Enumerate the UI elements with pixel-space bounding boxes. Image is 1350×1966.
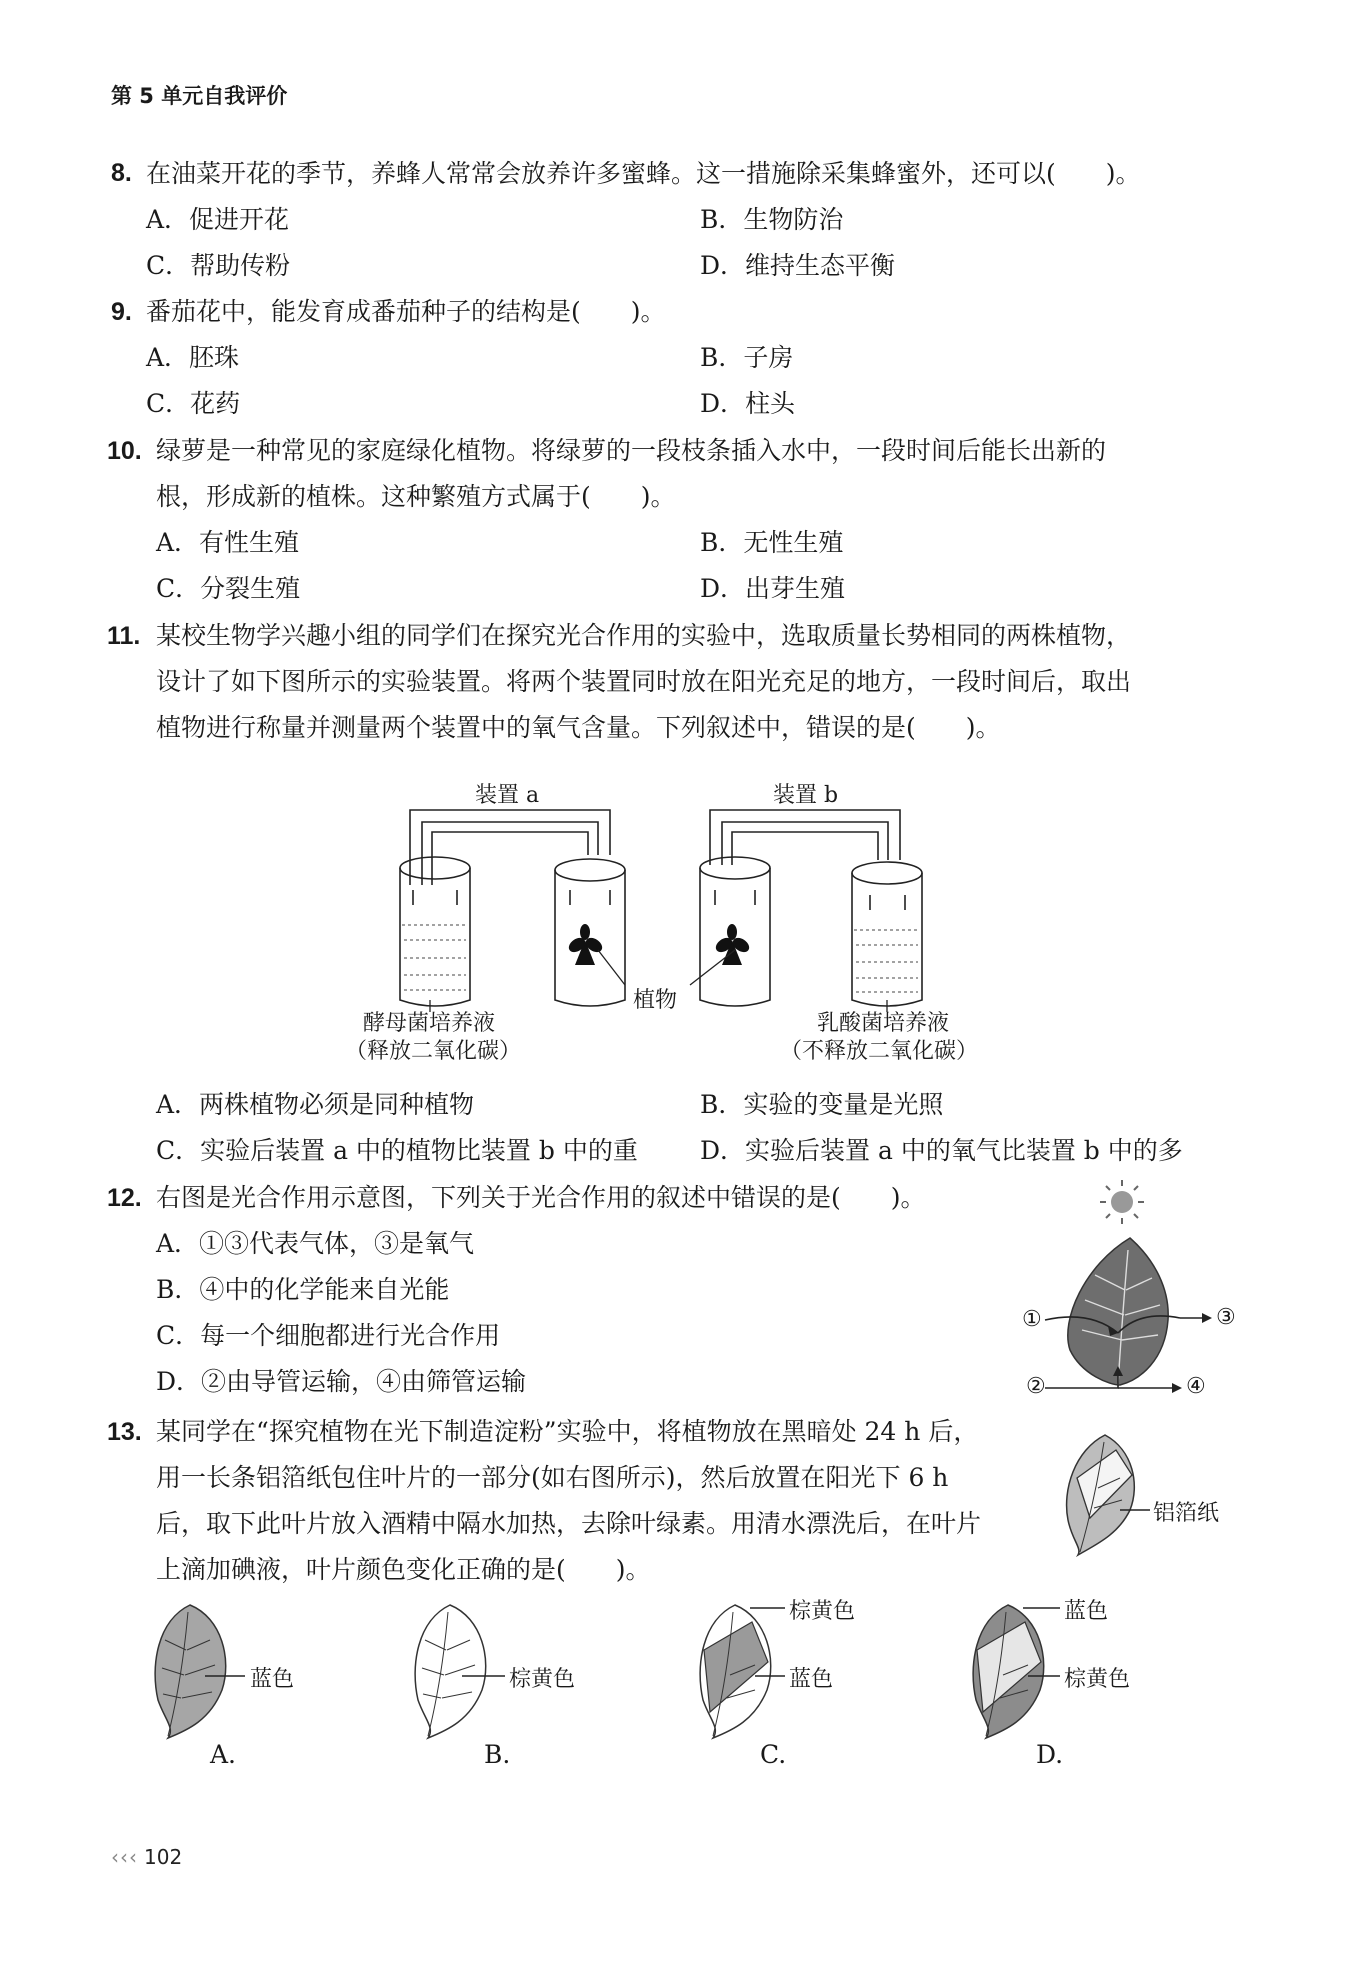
option-b: B．实验的变量是光照	[700, 1090, 944, 1119]
device-a-label: 装置 a	[475, 783, 540, 808]
foil-leaf-figure	[1067, 1435, 1150, 1555]
yeast-culture-note: （释放二氧化碳）	[345, 1039, 522, 1064]
foil-label: 铝箔纸	[1153, 1501, 1220, 1526]
option-c-top-label: 棕黄色	[789, 1599, 856, 1624]
option-b: B．④中的化学能来自光能	[156, 1275, 450, 1304]
question-text-line-2: 根，形成新的植株。这种繁殖方式属于( )。	[156, 482, 676, 511]
question-text-line-1: 绿萝是一种常见的家庭绿化植物。将绿萝的一段枝条插入水中，一段时间后能长出新的	[156, 436, 1107, 465]
marker-3: ③	[1216, 1305, 1236, 1330]
question-number: 12.	[107, 1184, 142, 1212]
option-c-bottom-label: 蓝色	[789, 1667, 834, 1692]
option-a: A．①③代表气体，③是氧气	[156, 1229, 475, 1258]
option-d: D．维持生态平衡	[700, 251, 896, 280]
page-header: 第 5 单元自我评价	[111, 84, 288, 108]
option-b-color-label: 棕黄色	[509, 1667, 576, 1692]
option-a: A．有性生殖	[156, 528, 300, 557]
question-text-line-2: 用一长条铝箔纸包住叶片的一部分(如右图所示)，然后放置在阳光下 6 h	[156, 1463, 949, 1492]
option-a: A．两株植物必须是同种植物	[156, 1090, 475, 1119]
option-c: C．分裂生殖	[156, 574, 301, 603]
back-arrows-icon: ‹‹‹	[111, 1845, 138, 1869]
option-b-leaf	[415, 1605, 505, 1738]
option-d-bottom-label: 棕黄色	[1064, 1667, 1131, 1692]
option-d: D．②由导管运输，④由筛管运输	[156, 1367, 527, 1396]
question-number: 8.	[111, 159, 132, 187]
option-d-leaf	[973, 1605, 1060, 1738]
lactic-culture-label: 乳酸菌培养液	[817, 1011, 950, 1036]
option-b: B．子房	[700, 343, 794, 372]
page-footer	[111, 1845, 182, 1869]
device-b-label: 装置 b	[773, 783, 839, 808]
option-d: D．出芽生殖	[700, 574, 846, 603]
option-c: C．花药	[146, 389, 241, 418]
option-d: D.	[1036, 1740, 1064, 1769]
option-a: A．胚珠	[146, 343, 240, 372]
question-number: 11.	[107, 622, 141, 650]
option-d-top-label: 蓝色	[1064, 1599, 1109, 1624]
option-c-leaf	[700, 1605, 785, 1738]
yeast-culture-label: 酵母菌培养液	[363, 1011, 496, 1036]
option-c: C．实验后装置 a 中的植物比装置 b 中的重	[156, 1136, 638, 1165]
marker-4: ④	[1186, 1374, 1206, 1399]
option-b: B．无性生殖	[700, 528, 844, 557]
option-d: D．柱头	[700, 389, 796, 418]
question-text-line-4: 上滴加碘液，叶片颜色变化正确的是( )。	[156, 1555, 651, 1584]
question-text-line-3: 后，取下此叶片放入酒精中隔水加热，去除叶绿素。用清水漂洗后，在叶片	[156, 1509, 982, 1538]
question-number: 10.	[107, 437, 142, 465]
question-text: 右图是光合作用示意图，下列关于光合作用的叙述中错误的是( )。	[156, 1183, 926, 1212]
option-d: D．实验后装置 a 中的氧气比装置 b 中的多	[700, 1136, 1183, 1165]
option-a: A．促进开花	[146, 205, 290, 234]
question-number: 13.	[107, 1418, 142, 1446]
question-text: 番茄花中，能发育成番茄种子的结构是( )。	[146, 297, 666, 326]
option-c: C.	[760, 1740, 787, 1769]
marker-2: ②	[1026, 1374, 1046, 1399]
question-text-line-1: 某校生物学兴趣小组的同学们在探究光合作用的实验中，选取质量长势相同的两株植物，	[156, 621, 1132, 650]
option-a-leaf	[155, 1605, 245, 1738]
question-text-line-1: 某同学在“探究植物在光下制造淀粉”实验中，将植物放在黑暗处 24 h 后，	[156, 1417, 979, 1446]
option-b: B.	[484, 1740, 511, 1769]
question-text-line-3: 植物进行称量并测量两个装置中的氧气含量。下列叙述中，错误的是( )。	[156, 713, 1001, 742]
option-b: B．生物防治	[700, 205, 844, 234]
page-number: 102	[144, 1845, 183, 1869]
question-text: 在油菜开花的季节，养蜂人常常会放养许多蜜蜂。这一措施除采集蜂蜜外，还可以( )。	[146, 159, 1141, 188]
question-number: 9.	[111, 298, 132, 326]
option-c: C．每一个细胞都进行光合作用	[156, 1321, 501, 1350]
option-a: A.	[210, 1740, 237, 1769]
lactic-culture-note: （不释放二氧化碳）	[780, 1039, 979, 1064]
marker-1: ①	[1022, 1307, 1042, 1332]
option-a-color-label: 蓝色	[250, 1667, 295, 1692]
option-c: C．帮助传粉	[146, 251, 291, 280]
plant-label: 植物	[633, 988, 678, 1013]
question-text-line-2: 设计了如下图所示的实验装置。将两个装置同时放在阳光充足的地方，一段时间后，取出	[156, 667, 1132, 696]
